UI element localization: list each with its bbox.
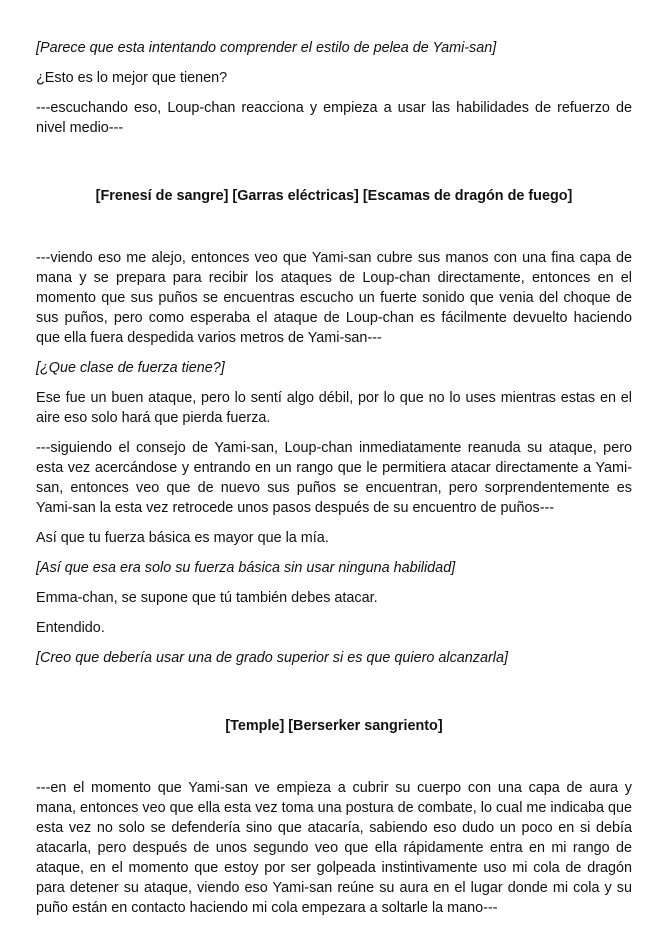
narration-paragraph: ---en el momento que Yami-san ve empieza a cubrir su cuerpo con una capa de aura y mana, entonces veo que ella esta vez toma una postura de combate, lo cual me indicaba que esta vez no solo se defendería sino que atacaría, sabiendo eso dudo un poco en si debía atacarla, pero después de unos segundo veo que ella rápidamente entra en mi rango de ataque, en el momento que estoy por ser golpeada instintivamente uso mi cola de dragón para detener su ataque, viendo eso Yami-san reúne su aura en el lugar donde mi cola y su puño están en contacto haciendo mi cola empezara a soltarle la mano--- [36, 780, 632, 916]
dialogue-line: Ese fue un buen ataque, pero lo sentí algo débil, por lo que no lo uses mientras estas en el aire eso solo hará que pierda fuerza. [36, 390, 632, 426]
narration-paragraph: ---escuchando eso, Loup-chan reacciona y empieza a usar las habilidades de refuerzo de nivel medio--- [36, 100, 632, 136]
thought-line: [Creo que debería usar una de grado superior si es que quiero alcanzarla] [36, 650, 508, 666]
narration-paragraph: ---siguiendo el consejo de Yami-san, Loup-chan inmediatamente reanuda su ataque, pero esta vez acercándose y entrando en un rango que le permitiera atacar directamente a Yami-san, entonces veo que de nuevo sus puños se encuentran, pero sorprendentemente es Yami-san la esta vez retrocede unos pasos después de su encuentro de puños--- [36, 440, 632, 516]
thought-line: [Parece que esta intentando comprender el estilo de pelea de Yami-san] [36, 40, 497, 56]
skill-heading: [Frenesí de sangre] [Garras eléctricas] [Escamas de dragón de fuego] [95, 188, 573, 204]
skill-heading: [Temple] [Berserker sangriento] [225, 718, 443, 734]
narration-paragraph: ---viendo eso me alejo, entonces veo que Yami-san cubre sus manos con una fina capa de mana y se prepara para recibir los ataques de Loup-chan directamente, entonces en el momento que sus puños se encuentras escucho un fuerte sonido que venia del choque de sus puños, pero como esperaba el ataque de Loup-chan es fácilmente devuelto haciendo que ella fuera despedida varios metros de Yami-san--- [36, 250, 632, 346]
dialogue-line: ¿Esto es lo mejor que tienen? [36, 70, 228, 86]
spacer [36, 678, 632, 716]
thought-line: [Así que esa era solo su fuerza básica sin usar ninguna habilidad] [36, 560, 456, 576]
spacer [36, 736, 632, 778]
dialogue-line: Así que tu fuerza básica es mayor que la mía. [36, 530, 329, 546]
dialogue-line: Entendido. [36, 620, 105, 636]
thought-line: [¿Que clase de fuerza tiene?] [36, 360, 225, 376]
spacer [36, 148, 632, 186]
document-page [36, 38, 632, 928]
spacer [36, 206, 632, 248]
dialogue-line: Emma-chan, se supone que tú también debes atacar. [36, 590, 378, 606]
